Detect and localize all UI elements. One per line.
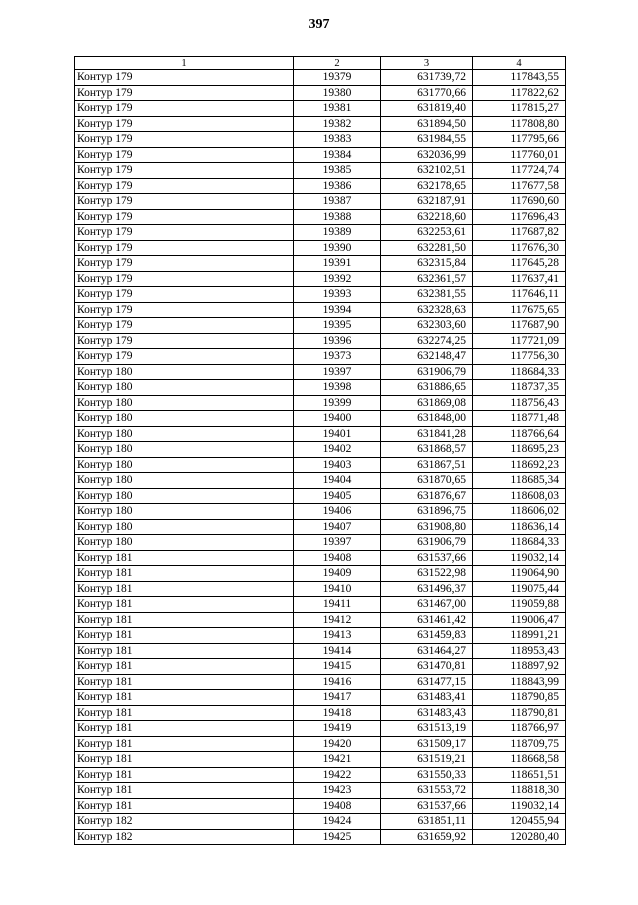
x-coordinate-cell: 631477,15 (381, 674, 473, 690)
x-coordinate-cell: 632036,99 (381, 147, 473, 163)
point-number-cell: 19413 (294, 628, 381, 644)
table-row (75, 256, 566, 272)
x-coordinate-cell: 631483,43 (381, 705, 473, 721)
x-coordinate-cell: 632178,65 (381, 178, 473, 194)
y-coordinate-cell: 118684,33 (473, 535, 566, 551)
coordinates-table (74, 56, 566, 845)
table-row (75, 271, 566, 287)
y-coordinate-cell: 118695,23 (473, 442, 566, 458)
table-row (75, 442, 566, 458)
x-coordinate-cell: 632187,91 (381, 194, 473, 210)
point-number-cell: 19391 (294, 256, 381, 272)
x-coordinate-cell: 631867,51 (381, 457, 473, 473)
column-header-3: 3 (381, 57, 473, 70)
y-coordinate-cell: 117677,58 (473, 178, 566, 194)
contour-name-cell: Контур 181 (75, 798, 294, 814)
y-coordinate-cell: 118692,23 (473, 457, 566, 473)
table-row (75, 628, 566, 644)
table-row (75, 318, 566, 334)
table-row (75, 426, 566, 442)
table-row (75, 240, 566, 256)
point-number-cell: 19407 (294, 519, 381, 535)
x-coordinate-cell: 631659,92 (381, 829, 473, 845)
point-number-cell: 19385 (294, 163, 381, 179)
x-coordinate-cell: 632361,57 (381, 271, 473, 287)
point-number-cell: 19386 (294, 178, 381, 194)
point-number-cell: 19394 (294, 302, 381, 318)
y-coordinate-cell: 120280,40 (473, 829, 566, 845)
point-number-cell: 19397 (294, 364, 381, 380)
x-coordinate-cell: 631522,98 (381, 566, 473, 582)
y-coordinate-cell: 118651,51 (473, 767, 566, 783)
y-coordinate-cell: 117687,90 (473, 318, 566, 334)
table-row (75, 225, 566, 241)
contour-name-cell: Контур 180 (75, 488, 294, 504)
point-number-cell: 19414 (294, 643, 381, 659)
y-coordinate-cell: 118771,48 (473, 411, 566, 427)
y-coordinate-cell: 117760,01 (473, 147, 566, 163)
contour-name-cell: Контур 181 (75, 752, 294, 768)
point-number-cell: 19401 (294, 426, 381, 442)
point-number-cell: 19417 (294, 690, 381, 706)
y-coordinate-cell: 118790,85 (473, 690, 566, 706)
contour-name-cell: Контур 181 (75, 659, 294, 675)
point-number-cell: 19425 (294, 829, 381, 845)
x-coordinate-cell: 632148,47 (381, 349, 473, 365)
table-row (75, 597, 566, 613)
point-number-cell: 19411 (294, 597, 381, 613)
y-coordinate-cell: 118636,14 (473, 519, 566, 535)
contour-name-cell: Контур 179 (75, 225, 294, 241)
contour-name-cell: Контур 179 (75, 132, 294, 148)
contour-name-cell: Контур 179 (75, 302, 294, 318)
y-coordinate-cell: 118608,03 (473, 488, 566, 504)
x-coordinate-cell: 631467,00 (381, 597, 473, 613)
table-row (75, 178, 566, 194)
x-coordinate-cell: 631550,33 (381, 767, 473, 783)
table-row (75, 736, 566, 752)
point-number-cell: 19384 (294, 147, 381, 163)
contour-name-cell: Контур 179 (75, 163, 294, 179)
x-coordinate-cell: 631848,00 (381, 411, 473, 427)
contour-name-cell: Контур 181 (75, 705, 294, 721)
y-coordinate-cell: 117696,43 (473, 209, 566, 225)
table-row (75, 798, 566, 814)
y-coordinate-cell: 117815,27 (473, 101, 566, 117)
contour-name-cell: Контур 179 (75, 85, 294, 101)
point-number-cell: 19423 (294, 783, 381, 799)
point-number-cell: 19402 (294, 442, 381, 458)
table-row (75, 349, 566, 365)
point-number-cell: 19383 (294, 132, 381, 148)
x-coordinate-cell: 632328,63 (381, 302, 473, 318)
y-coordinate-cell: 120455,94 (473, 814, 566, 830)
contour-name-cell: Контур 179 (75, 256, 294, 272)
column-header-2: 2 (294, 57, 381, 70)
table-row (75, 395, 566, 411)
x-coordinate-cell: 632253,61 (381, 225, 473, 241)
contour-name-cell: Контур 179 (75, 70, 294, 86)
x-coordinate-cell: 632281,50 (381, 240, 473, 256)
contour-name-cell: Контур 181 (75, 721, 294, 737)
x-coordinate-cell: 632274,25 (381, 333, 473, 349)
point-number-cell: 19398 (294, 380, 381, 396)
point-number-cell: 19422 (294, 767, 381, 783)
y-coordinate-cell: 118685,34 (473, 473, 566, 489)
column-header-4: 4 (473, 57, 566, 70)
table-row (75, 659, 566, 675)
point-number-cell: 19399 (294, 395, 381, 411)
y-coordinate-cell: 118991,21 (473, 628, 566, 644)
contour-name-cell: Контур 180 (75, 473, 294, 489)
y-coordinate-cell: 117687,82 (473, 225, 566, 241)
contour-name-cell: Контур 180 (75, 442, 294, 458)
table-row (75, 783, 566, 799)
y-coordinate-cell: 118668,58 (473, 752, 566, 768)
x-coordinate-cell: 631908,80 (381, 519, 473, 535)
point-number-cell: 19388 (294, 209, 381, 225)
contour-name-cell: Контур 181 (75, 566, 294, 582)
x-coordinate-cell: 631537,66 (381, 798, 473, 814)
contour-name-cell: Контур 180 (75, 426, 294, 442)
point-number-cell: 19390 (294, 240, 381, 256)
contour-name-cell: Контур 181 (75, 628, 294, 644)
contour-name-cell: Контур 181 (75, 783, 294, 799)
table-row (75, 132, 566, 148)
x-coordinate-cell: 631509,17 (381, 736, 473, 752)
point-number-cell: 19418 (294, 705, 381, 721)
table-row (75, 488, 566, 504)
point-number-cell: 19381 (294, 101, 381, 117)
table-row (75, 674, 566, 690)
y-coordinate-cell: 119059,88 (473, 597, 566, 613)
contour-name-cell: Контур 179 (75, 240, 294, 256)
contour-name-cell: Контур 179 (75, 271, 294, 287)
y-coordinate-cell: 118790,81 (473, 705, 566, 721)
contour-name-cell: Контур 180 (75, 411, 294, 427)
point-number-cell: 19410 (294, 581, 381, 597)
y-coordinate-cell: 118709,75 (473, 736, 566, 752)
y-coordinate-cell: 117646,11 (473, 287, 566, 303)
y-coordinate-cell: 117690,60 (473, 194, 566, 210)
contour-name-cell: Контур 179 (75, 101, 294, 117)
point-number-cell: 19412 (294, 612, 381, 628)
table-row (75, 287, 566, 303)
contour-name-cell: Контур 179 (75, 147, 294, 163)
table-row (75, 550, 566, 566)
y-coordinate-cell: 119032,14 (473, 798, 566, 814)
point-number-cell: 19382 (294, 116, 381, 132)
point-number-cell: 19408 (294, 798, 381, 814)
x-coordinate-cell: 631553,72 (381, 783, 473, 799)
contour-name-cell: Контур 182 (75, 829, 294, 845)
point-number-cell: 19404 (294, 473, 381, 489)
point-number-cell: 19389 (294, 225, 381, 241)
contour-name-cell: Контур 181 (75, 767, 294, 783)
point-number-cell: 19419 (294, 721, 381, 737)
y-coordinate-cell: 118897,92 (473, 659, 566, 675)
point-number-cell: 19415 (294, 659, 381, 675)
contour-name-cell: Контур 179 (75, 116, 294, 132)
point-number-cell: 19403 (294, 457, 381, 473)
point-number-cell: 19409 (294, 566, 381, 582)
y-coordinate-cell: 118843,99 (473, 674, 566, 690)
y-coordinate-cell: 118766,97 (473, 721, 566, 737)
y-coordinate-cell: 117645,28 (473, 256, 566, 272)
y-coordinate-cell: 117822,62 (473, 85, 566, 101)
table-row (75, 690, 566, 706)
contour-name-cell: Контур 181 (75, 581, 294, 597)
table-row (75, 643, 566, 659)
y-coordinate-cell: 118756,43 (473, 395, 566, 411)
x-coordinate-cell: 631470,81 (381, 659, 473, 675)
y-coordinate-cell: 117724,74 (473, 163, 566, 179)
table-row (75, 101, 566, 117)
table-row (75, 566, 566, 582)
point-number-cell: 19395 (294, 318, 381, 334)
y-coordinate-cell: 119075,44 (473, 581, 566, 597)
table-row (75, 85, 566, 101)
contour-name-cell: Контур 180 (75, 535, 294, 551)
point-number-cell: 19405 (294, 488, 381, 504)
table-row (75, 333, 566, 349)
table-header-row (75, 57, 566, 70)
y-coordinate-cell: 119032,14 (473, 550, 566, 566)
x-coordinate-cell: 631537,66 (381, 550, 473, 566)
x-coordinate-cell: 632218,60 (381, 209, 473, 225)
table-row (75, 581, 566, 597)
column-header-1: 1 (75, 57, 294, 70)
contour-name-cell: Контур 181 (75, 612, 294, 628)
x-coordinate-cell: 631513,19 (381, 721, 473, 737)
x-coordinate-cell: 631519,21 (381, 752, 473, 768)
y-coordinate-cell: 117637,41 (473, 271, 566, 287)
table-row (75, 767, 566, 783)
contour-name-cell: Контур 179 (75, 287, 294, 303)
y-coordinate-cell: 118737,35 (473, 380, 566, 396)
contour-name-cell: Контур 179 (75, 194, 294, 210)
point-number-cell: 19420 (294, 736, 381, 752)
contour-name-cell: Контур 180 (75, 364, 294, 380)
x-coordinate-cell: 632102,51 (381, 163, 473, 179)
x-coordinate-cell: 631984,55 (381, 132, 473, 148)
point-number-cell: 19406 (294, 504, 381, 520)
table-row (75, 70, 566, 86)
contour-name-cell: Контур 181 (75, 597, 294, 613)
point-number-cell: 19421 (294, 752, 381, 768)
x-coordinate-cell: 631496,37 (381, 581, 473, 597)
y-coordinate-cell: 117756,30 (473, 349, 566, 365)
x-coordinate-cell: 632303,60 (381, 318, 473, 334)
table-row (75, 302, 566, 318)
x-coordinate-cell: 632315,84 (381, 256, 473, 272)
table-row (75, 380, 566, 396)
x-coordinate-cell: 632381,55 (381, 287, 473, 303)
x-coordinate-cell: 631770,66 (381, 85, 473, 101)
x-coordinate-cell: 631464,27 (381, 643, 473, 659)
x-coordinate-cell: 631483,41 (381, 690, 473, 706)
contour-name-cell: Контур 179 (75, 318, 294, 334)
page-number: 397 (308, 17, 330, 32)
y-coordinate-cell: 117808,80 (473, 116, 566, 132)
y-coordinate-cell: 118766,64 (473, 426, 566, 442)
table-row (75, 116, 566, 132)
y-coordinate-cell: 117675,65 (473, 302, 566, 318)
x-coordinate-cell: 631851,11 (381, 814, 473, 830)
point-number-cell: 19373 (294, 349, 381, 365)
x-coordinate-cell: 631906,79 (381, 535, 473, 551)
contour-name-cell: Контур 179 (75, 178, 294, 194)
point-number-cell: 19397 (294, 535, 381, 551)
table-row (75, 519, 566, 535)
y-coordinate-cell: 117795,66 (473, 132, 566, 148)
contour-name-cell: Контур 180 (75, 457, 294, 473)
x-coordinate-cell: 631459,83 (381, 628, 473, 644)
table-row (75, 814, 566, 830)
x-coordinate-cell: 631876,67 (381, 488, 473, 504)
point-number-cell: 19393 (294, 287, 381, 303)
table-row (75, 147, 566, 163)
table-row (75, 612, 566, 628)
contour-name-cell: Контур 181 (75, 736, 294, 752)
y-coordinate-cell: 118606,02 (473, 504, 566, 520)
point-number-cell: 19408 (294, 550, 381, 566)
x-coordinate-cell: 631819,40 (381, 101, 473, 117)
x-coordinate-cell: 631906,79 (381, 364, 473, 380)
x-coordinate-cell: 631896,75 (381, 504, 473, 520)
contour-name-cell: Контур 180 (75, 519, 294, 535)
table-row (75, 411, 566, 427)
contour-name-cell: Контур 180 (75, 380, 294, 396)
table-row (75, 209, 566, 225)
y-coordinate-cell: 118684,33 (473, 364, 566, 380)
table-row (75, 705, 566, 721)
contour-name-cell: Контур 181 (75, 550, 294, 566)
point-number-cell: 19379 (294, 70, 381, 86)
contour-name-cell: Контур 179 (75, 349, 294, 365)
table-row (75, 504, 566, 520)
x-coordinate-cell: 631841,28 (381, 426, 473, 442)
contour-name-cell: Контур 179 (75, 333, 294, 349)
table-row (75, 535, 566, 551)
x-coordinate-cell: 631894,50 (381, 116, 473, 132)
y-coordinate-cell: 117676,30 (473, 240, 566, 256)
table-row (75, 163, 566, 179)
contour-name-cell: Контур 180 (75, 395, 294, 411)
x-coordinate-cell: 631869,08 (381, 395, 473, 411)
table-row (75, 473, 566, 489)
contour-name-cell: Контур 181 (75, 690, 294, 706)
y-coordinate-cell: 118953,43 (473, 643, 566, 659)
x-coordinate-cell: 631886,65 (381, 380, 473, 396)
y-coordinate-cell: 119006,47 (473, 612, 566, 628)
contour-name-cell: Контур 181 (75, 643, 294, 659)
y-coordinate-cell: 119064,90 (473, 566, 566, 582)
table-row (75, 457, 566, 473)
y-coordinate-cell: 118818,30 (473, 783, 566, 799)
contour-name-cell: Контур 181 (75, 674, 294, 690)
table-row (75, 829, 566, 845)
table-body (75, 70, 566, 845)
table-row (75, 752, 566, 768)
x-coordinate-cell: 631870,65 (381, 473, 473, 489)
table-row (75, 721, 566, 737)
point-number-cell: 19387 (294, 194, 381, 210)
y-coordinate-cell: 117843,55 (473, 70, 566, 86)
y-coordinate-cell: 117721,09 (473, 333, 566, 349)
point-number-cell: 19416 (294, 674, 381, 690)
x-coordinate-cell: 631739,72 (381, 70, 473, 86)
contour-name-cell: Контур 179 (75, 209, 294, 225)
contour-name-cell: Контур 182 (75, 814, 294, 830)
contour-name-cell: Контур 180 (75, 504, 294, 520)
x-coordinate-cell: 631461,42 (381, 612, 473, 628)
point-number-cell: 19400 (294, 411, 381, 427)
x-coordinate-cell: 631868,57 (381, 442, 473, 458)
table-row (75, 194, 566, 210)
point-number-cell: 19392 (294, 271, 381, 287)
point-number-cell: 19424 (294, 814, 381, 830)
point-number-cell: 19380 (294, 85, 381, 101)
point-number-cell: 19396 (294, 333, 381, 349)
table-row (75, 364, 566, 380)
